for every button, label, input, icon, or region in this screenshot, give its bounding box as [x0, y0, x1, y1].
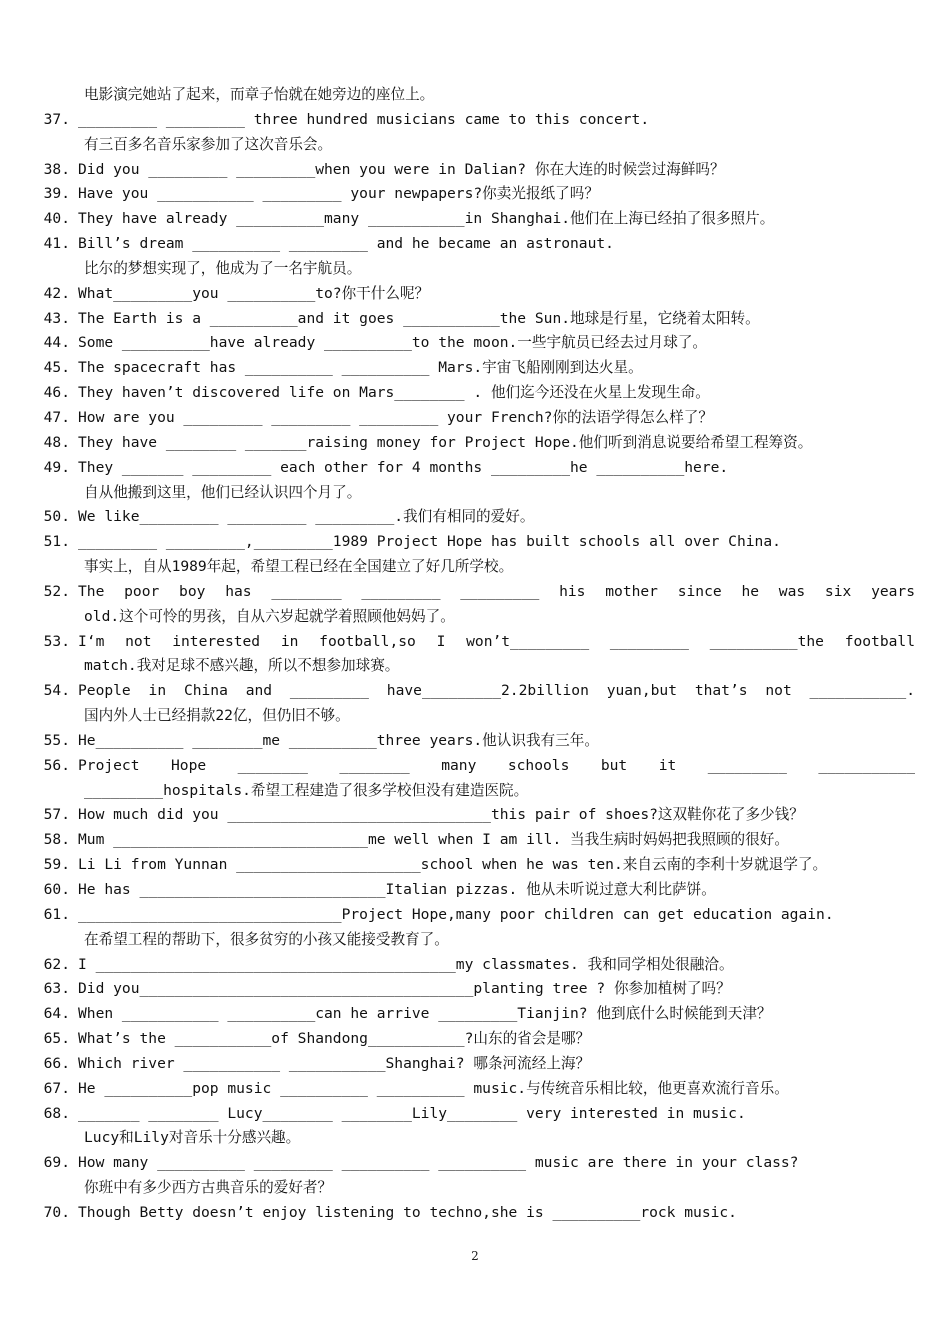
- exercise-number: 60.: [43, 881, 70, 898]
- exercise-line: [40, 1077, 915, 1102]
- exercise-line: [40, 754, 915, 779]
- exercise-line: [40, 630, 915, 655]
- exercise-line: [40, 828, 915, 853]
- exercise-text: 国内外人士已经捐款22亿，但仍旧不够。: [84, 707, 350, 725]
- exercise-line: [40, 953, 915, 978]
- exercise-text: 你班中有多少西方古典音乐的爱好者？: [84, 1179, 333, 1197]
- exercise-number: 56.: [43, 756, 70, 774]
- exercise-number: 53.: [43, 632, 70, 650]
- exercise-number: 41.: [43, 235, 70, 253]
- exercise-line: [40, 1052, 915, 1077]
- exercise-line: [40, 1102, 915, 1127]
- exercise-line: [40, 158, 915, 183]
- exercise-text: match.我对足球不感兴趣，所以不想参加球赛。: [84, 657, 400, 675]
- exercise-line: [40, 1201, 915, 1226]
- exercise-line: [40, 108, 915, 133]
- exercise-line: [40, 580, 915, 605]
- exercise-text: How many __________ _________ __________ __________ music are there in your class?: [78, 1154, 799, 1172]
- exercise-number: 65.: [43, 1030, 70, 1048]
- exercise-number: 63.: [43, 980, 70, 998]
- exercise-text: 在希望工程的帮助下，很多贫穷的小孩又能接受教育了。: [84, 930, 449, 948]
- exercise-line: [40, 1002, 915, 1027]
- page-number: 2: [471, 1249, 479, 1263]
- exercise-number: 68.: [43, 1104, 70, 1122]
- exercise-text: When ___________ __________can he arrive _________Tianjin? 他到底什么时候能到天津？: [78, 1005, 772, 1023]
- exercise-line: [40, 878, 915, 903]
- exercise-text: The Earth is a __________and it goes ___________the Sun.地球是行星，它绕着太阳转。: [78, 309, 760, 327]
- exercise-number: 50.: [43, 508, 70, 526]
- exercise-line: [40, 505, 915, 530]
- exercise-line: [40, 729, 915, 754]
- exercise-text: They have ________ _______raising money for Project Hope.他们听到消息说要给希望工程筹资。: [78, 433, 813, 451]
- exercise-line: [40, 853, 915, 878]
- exercise-number: 57.: [43, 806, 70, 824]
- exercise-text: How much did you ______________________________this pair of shoes?这双鞋你花了多少钱？: [78, 806, 804, 824]
- exercise-number: 37.: [43, 110, 70, 128]
- exercise-text: 电影演完她站了起来，而章子怡就在她旁边的座位上。: [84, 86, 435, 103]
- exercise-line: [40, 182, 915, 207]
- exercise-text: He has ____________________________Italian pizzas. 他从未听说过意大利比萨饼。: [78, 881, 716, 898]
- exercise-text: 比尔的梦想实现了，他成为了一名宇航员。: [84, 259, 362, 277]
- exercise-text: _________hospitals.希望工程建造了很多学校但没有建造医院。: [84, 781, 529, 799]
- exercise-text: They _______ _________ each other for 4 months _________he __________here.: [78, 458, 729, 476]
- exercise-line: [40, 406, 915, 431]
- exercise-number: 67.: [43, 1079, 70, 1097]
- exercise-number: 54.: [43, 682, 70, 700]
- exercise-number: 66.: [43, 1054, 70, 1072]
- exercise-text: Li Li from Yunnan _____________________school when he was ten.来自云南的李利十岁就退学了。: [78, 856, 828, 874]
- exercise-text: Though Betty doesn’t enjoy listening to techno,she is __________rock music.: [78, 1203, 737, 1221]
- exercise-text: What’s the ___________of Shandong___________?山东的省会是哪？: [78, 1030, 591, 1048]
- exercise-text: 事实上，自从1989年起，希望工程已经在全国建立了好几所学校。: [84, 558, 514, 576]
- exercise-line: [40, 207, 915, 232]
- exercise-number: 38.: [43, 160, 70, 178]
- exercise-line: [40, 456, 915, 481]
- exercise-lines: [40, 83, 915, 1226]
- exercise-text: The poor boy has ________ _________ _________ his mother since he was six years: [78, 582, 915, 600]
- exercise-line: [40, 356, 915, 381]
- exercise-continuation-line: [40, 257, 915, 282]
- exercise-text: _________ _________,_________1989 Project Hope has built schools all over China.: [78, 533, 781, 551]
- exercise-text: Lucy和Lily对音乐十分感兴趣。: [84, 1129, 301, 1147]
- exercise-text: How are you _________ _________ _________ your French?你的法语学得怎么样了？: [78, 408, 713, 426]
- exercise-text: They have already __________many ___________in Shanghai.他们在上海已经拍了很多照片。: [78, 210, 775, 228]
- exercise-number: 51.: [43, 533, 70, 551]
- exercise-text: Project Hope ________ ________ many schools but it _________ ___________: [78, 756, 915, 774]
- exercise-number: 62.: [43, 955, 70, 973]
- exercise-continuation-line: [40, 654, 915, 679]
- exercise-continuation-line: [40, 555, 915, 580]
- exercise-number: 69.: [43, 1154, 70, 1172]
- exercise-text: Have you ___________ _________ your newpapers?你卖光报纸了吗？: [78, 185, 599, 203]
- exercise-number: 46.: [43, 384, 70, 402]
- exercise-number: 45.: [43, 359, 70, 377]
- exercise-number: 44.: [43, 334, 70, 352]
- exercise-text: old.这个可怜的男孩，自从六岁起就学着照顾他妈妈了。: [84, 607, 455, 625]
- exercise-text: 有三百多名音乐家参加了这次音乐会。: [84, 135, 333, 153]
- exercise-continuation-line: [40, 83, 915, 108]
- exercise-text: Did you _________ _________when you were in Dalian? 你在大连的时候尝过海鲜吗？: [78, 160, 725, 178]
- exercise-text: _______ ________ Lucy________ ________Lily________ very interested in music.: [78, 1104, 746, 1122]
- exercise-number: 47.: [43, 408, 70, 426]
- exercise-number: 55.: [43, 731, 70, 749]
- exercise-text: Which river ___________ ___________Shanghai? 哪条河流经上海？: [78, 1054, 591, 1072]
- exercise-continuation-line: [40, 1176, 915, 1201]
- exercise-continuation-line: [40, 133, 915, 158]
- exercise-number: 52.: [43, 582, 70, 600]
- exercise-text: _________ _________ three hundred musicians came to this concert.: [78, 110, 650, 128]
- exercise-line: [40, 1027, 915, 1052]
- exercise-line: [40, 307, 915, 332]
- exercise-line: [40, 803, 915, 828]
- exercise-line: [40, 530, 915, 555]
- exercise-line: [40, 282, 915, 307]
- exercise-text: Mum _____________________________me well when I am ill. 当我生病时妈妈把我照顾的很好。: [78, 831, 789, 849]
- exercise-number: 40.: [43, 210, 70, 228]
- exercise-line: [40, 903, 915, 928]
- exercise-number: 61.: [43, 905, 70, 923]
- exercise-continuation-line: [40, 704, 915, 729]
- exercise-continuation-line: [40, 605, 915, 630]
- exercise-line: [40, 381, 915, 406]
- exercise-text: What_________you __________to?你干什么呢？: [78, 284, 430, 302]
- exercise-number: 49.: [43, 458, 70, 476]
- exercise-text: I _________________________________________my classmates. 我和同学相处很融洽。: [78, 955, 734, 973]
- exercise-continuation-line: [40, 481, 915, 506]
- exercise-number: 70.: [43, 1203, 70, 1221]
- exercise-text: They haven’t discovered life on Mars________ . 他们迄今还没在火星上发现生命。: [78, 384, 710, 402]
- exercise-text: Did you______________________________________planting tree ? 你参加植树了吗？: [78, 980, 731, 998]
- exercise-line: [40, 431, 915, 456]
- exercise-number: 42.: [43, 284, 70, 302]
- exercise-line: [40, 679, 915, 704]
- exercise-line: [40, 1151, 915, 1176]
- exercise-number: 58.: [43, 831, 70, 849]
- exercise-text: 自从他搬到这里，他们已经认识四个月了。: [84, 483, 362, 501]
- exercise-text: We like_________ _________ _________.我们有相同的爱好。: [78, 508, 535, 526]
- exercise-line: [40, 331, 915, 356]
- exercise-text: ______________________________Project Hope,many poor children can get education again.: [78, 905, 834, 923]
- exercise-continuation-line: [40, 779, 915, 804]
- exercise-number: 64.: [43, 1005, 70, 1023]
- exercise-number: 59.: [43, 856, 70, 874]
- exercise-text: Bill’s dream __________ _________ and he became an astronaut.: [78, 235, 614, 253]
- exercise-text: Some __________have already __________to the moon.一些宇航员已经去过月球了。: [78, 334, 708, 352]
- exercise-continuation-line: [40, 1126, 915, 1151]
- exercise-number: 39.: [43, 185, 70, 203]
- exercise-text: People in China and _________ have_________2.2billion yuan,but that’s not ___________.: [78, 682, 915, 700]
- exercise-line: [40, 232, 915, 257]
- exercise-number: 43.: [43, 309, 70, 327]
- exercise-continuation-line: [40, 928, 915, 953]
- exercise-text: He__________ ________me __________three years.他认识我有三年。: [78, 731, 599, 749]
- exercise-text: He __________pop music __________ __________ music.与传统音乐相比较，他更喜欢流行音乐。: [78, 1079, 789, 1097]
- exercise-line: [40, 977, 915, 1002]
- exercise-number: 48.: [43, 433, 70, 451]
- exercise-text: I‘m not interested in football,so I won’t_________ _________ __________the football: [78, 632, 915, 650]
- exercise-text: The spacecraft has __________ __________ Mars.宇宙飞船刚刚到达火星。: [78, 359, 643, 377]
